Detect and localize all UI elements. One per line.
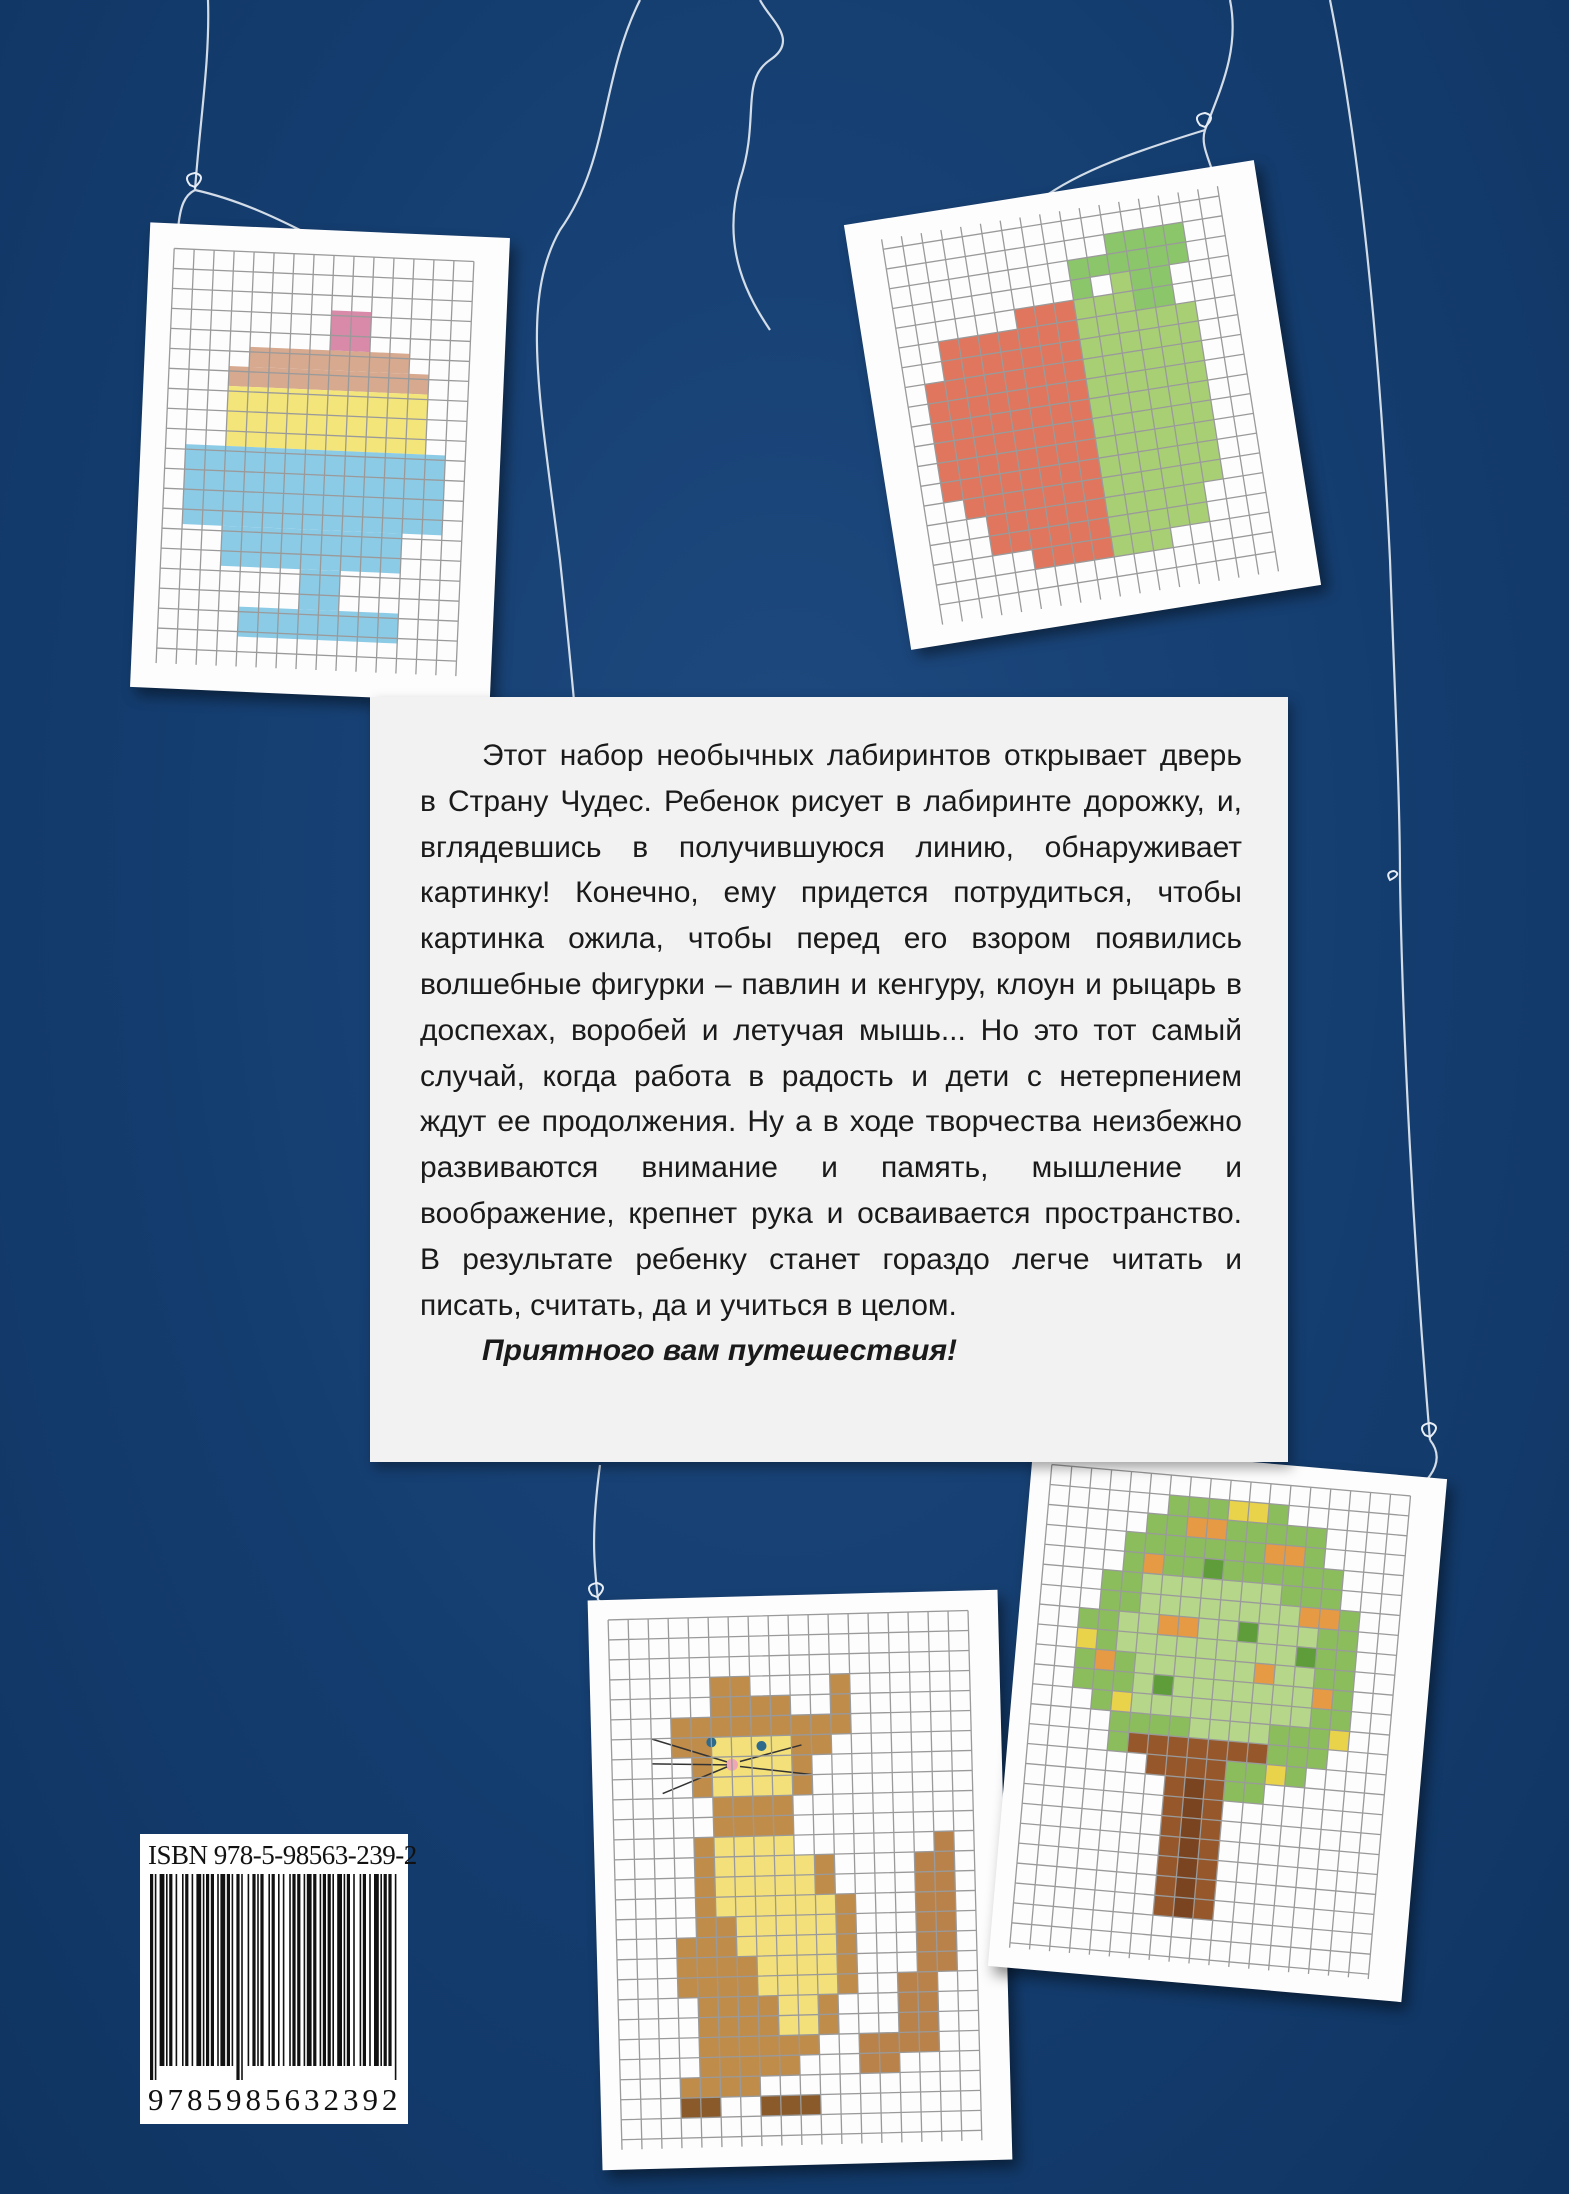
barcode-bar bbox=[206, 1874, 209, 2066]
barcode-bar bbox=[313, 1874, 316, 2066]
apple-card bbox=[844, 160, 1321, 650]
barcode-bar bbox=[203, 1874, 205, 2066]
barcode-bar bbox=[388, 1874, 391, 2066]
barcode-bar bbox=[232, 1874, 234, 2066]
barcode-bar bbox=[380, 1874, 382, 2066]
mouse-card bbox=[588, 1590, 1013, 2171]
ice-cream-card bbox=[130, 222, 510, 702]
grid bbox=[844, 160, 1321, 650]
isbn-barcode bbox=[140, 1834, 417, 2124]
barcode-bar bbox=[192, 1874, 194, 2066]
barcode-bar bbox=[176, 1874, 178, 2066]
barcode-bar bbox=[227, 1874, 230, 2066]
barcode-bar bbox=[328, 1874, 331, 2066]
barcode-bar bbox=[369, 1874, 371, 2066]
barcode-bar bbox=[260, 1874, 263, 2066]
barcode-bar bbox=[344, 1874, 346, 2066]
barcode-bar bbox=[169, 1874, 172, 2066]
grid bbox=[130, 222, 510, 702]
barcode-bar bbox=[304, 1874, 306, 2066]
barcode-bar bbox=[297, 1874, 300, 2066]
tree-card bbox=[988, 1443, 1447, 2002]
barcode-bar bbox=[395, 1874, 397, 2080]
barcode-bar bbox=[292, 1874, 295, 2066]
barcode-bar bbox=[283, 1874, 285, 2066]
closing-line: Приятного вам путешествия! bbox=[482, 1334, 958, 1368]
barcode-bar bbox=[241, 1874, 243, 2080]
grid bbox=[588, 1590, 1013, 2171]
barcode-bar bbox=[289, 1874, 291, 2066]
barcode-bar bbox=[220, 1874, 225, 2066]
description-text: Этот набор необычных лабиринтов открывает дверь в Страну Чудес. Ребенок рисует в лабиринте дорожку, и, вглядевшись в получившуюся линию, обнаруживает картинку! Конечно, ему придется потрудиться, чтобы картинка ожила, чтобы перед его взором появились волшебные фигурки – павлин и кенгуру, клоун и рыцарь в доспехах, воробей и летучая мышь... Но это тот самый случай, когда работа в радость и дети с нетерпением ждут ее продолжения. Ну а в ходе творчества неизбежно развиваются внимание и память, мышление и воображение, крепнет рука и осваивается пространство. В результате ребенку станет гораздо легче читать и писать, считать, да и учиться в целом. bbox=[420, 739, 1242, 1322]
barcode-bar bbox=[307, 1874, 312, 2066]
barcode-bar bbox=[360, 1874, 362, 2066]
barcode-bar bbox=[332, 1874, 334, 2066]
barcode-bar bbox=[323, 1874, 326, 2066]
barcode-bar bbox=[155, 1874, 157, 2080]
barcode-bar bbox=[384, 1874, 387, 2066]
barcode-bar bbox=[278, 1874, 280, 2066]
barcode-bar bbox=[347, 1874, 350, 2066]
barcode-bar bbox=[353, 1874, 355, 2066]
grid bbox=[988, 1443, 1447, 2002]
isbn-label: ISBN 978-5-98563-239-2 bbox=[148, 1840, 417, 1870]
barcode-bar bbox=[182, 1874, 184, 2066]
barcode-bar bbox=[236, 1874, 239, 2080]
barcode-bar bbox=[196, 1874, 201, 2066]
barcode-bar bbox=[252, 1874, 255, 2066]
barcode-bar bbox=[272, 1874, 275, 2066]
barcode-bar bbox=[363, 1874, 366, 2066]
barcode-digits: 9785985632392 bbox=[148, 2082, 402, 2117]
barcode-bar bbox=[160, 1874, 165, 2066]
barcode-bar bbox=[217, 1874, 219, 2066]
barcode-bar bbox=[337, 1874, 342, 2066]
barcode-bar bbox=[166, 1874, 168, 2066]
barcode-bar bbox=[268, 1874, 270, 2066]
barcode-bar bbox=[185, 1874, 188, 2066]
barcode-bars bbox=[146, 1874, 402, 2080]
barcode-bar bbox=[150, 1874, 153, 2080]
barcode-bar bbox=[211, 1874, 214, 2066]
barcode-bar bbox=[374, 1874, 379, 2066]
barcode-bar bbox=[320, 1874, 322, 2066]
description-panel bbox=[370, 697, 1288, 1462]
barcode-bar bbox=[257, 1874, 259, 2066]
barcode-bar bbox=[248, 1874, 250, 2066]
